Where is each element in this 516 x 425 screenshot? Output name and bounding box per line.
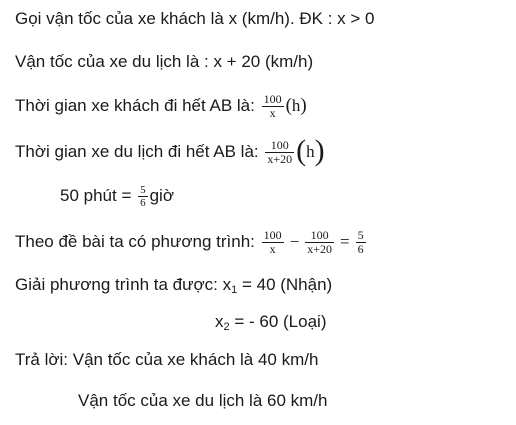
fraction-denominator: 6 [140, 197, 146, 209]
unit-hour: h [306, 141, 315, 161]
fraction-denominator: x [269, 106, 276, 120]
fraction-numerator: 100 [265, 139, 294, 153]
coach-time-label: Thời gian xe khách đi hết AB là: [15, 95, 260, 115]
paren-close: ) [314, 133, 325, 167]
line-tourist-time [15, 133, 325, 167]
line-tourist-speed [15, 52, 313, 72]
minutes-label: 50 phút = [60, 185, 137, 205]
solution-2-value: = - 60 (Loại) [229, 312, 327, 331]
unit-gio: giờ [149, 185, 174, 205]
fraction-numerator: 100 [263, 92, 282, 106]
subscript-2: 2 [223, 321, 230, 333]
fraction-denominator: x+20 [307, 242, 332, 256]
solution-1-value: = 40 (Nhận) [237, 275, 333, 294]
tourist-time-fraction [265, 139, 294, 166]
condition-text: Gọi vận tốc của xe khách là x (km/h). ĐK : x > 0 [15, 9, 375, 28]
line-minutes-conversion [60, 184, 174, 209]
tourist-speed-text: Vận tốc của xe du lịch là : x + 20 (km/h) [15, 52, 314, 71]
fraction-numerator: 5 [140, 184, 146, 196]
line-coach-time [15, 93, 307, 120]
solution-2-var: x [215, 312, 224, 331]
paren-close: ) [300, 94, 307, 116]
equation-fraction-2 [305, 229, 334, 256]
line-solution-1 [15, 275, 332, 295]
equation-fraction-3 [356, 229, 366, 256]
equation-fraction-1 [262, 229, 284, 256]
answer-coach-text: Trả lời: Vận tốc của xe khách là 40 km/h [15, 350, 319, 369]
equals-sign: = [340, 231, 350, 251]
minus-sign: − [289, 231, 300, 251]
hours-fraction [138, 184, 148, 209]
equation-label: Theo đề bài ta có phương trình: [15, 231, 260, 251]
answer-tourist-text: Vận tốc của xe du lịch là 60 km/h [78, 391, 328, 410]
fraction-denominator: x+20 [267, 152, 293, 166]
fraction-denominator: 6 [357, 242, 364, 256]
fraction-numerator: 5 [357, 228, 364, 242]
subscript-1: 1 [231, 284, 238, 296]
line-equation [15, 229, 368, 256]
line-answer-tourist [78, 391, 327, 411]
tourist-time-label: Thời gian xe du lịch đi hết AB là: [15, 141, 264, 161]
coach-time-fraction [262, 93, 284, 120]
paren-open: ( [296, 133, 307, 167]
fraction-numerator: 100 [305, 229, 334, 243]
solution-1-label: Giải phương trình ta được: x [15, 275, 232, 294]
unit-hour: h [291, 95, 301, 115]
line-answer-coach [15, 350, 318, 370]
fraction-denominator: x [269, 242, 276, 256]
line-solution-2 [215, 312, 326, 332]
line-condition [15, 9, 375, 29]
fraction-numerator: 100 [263, 228, 282, 242]
paren-open: ( [285, 94, 292, 116]
